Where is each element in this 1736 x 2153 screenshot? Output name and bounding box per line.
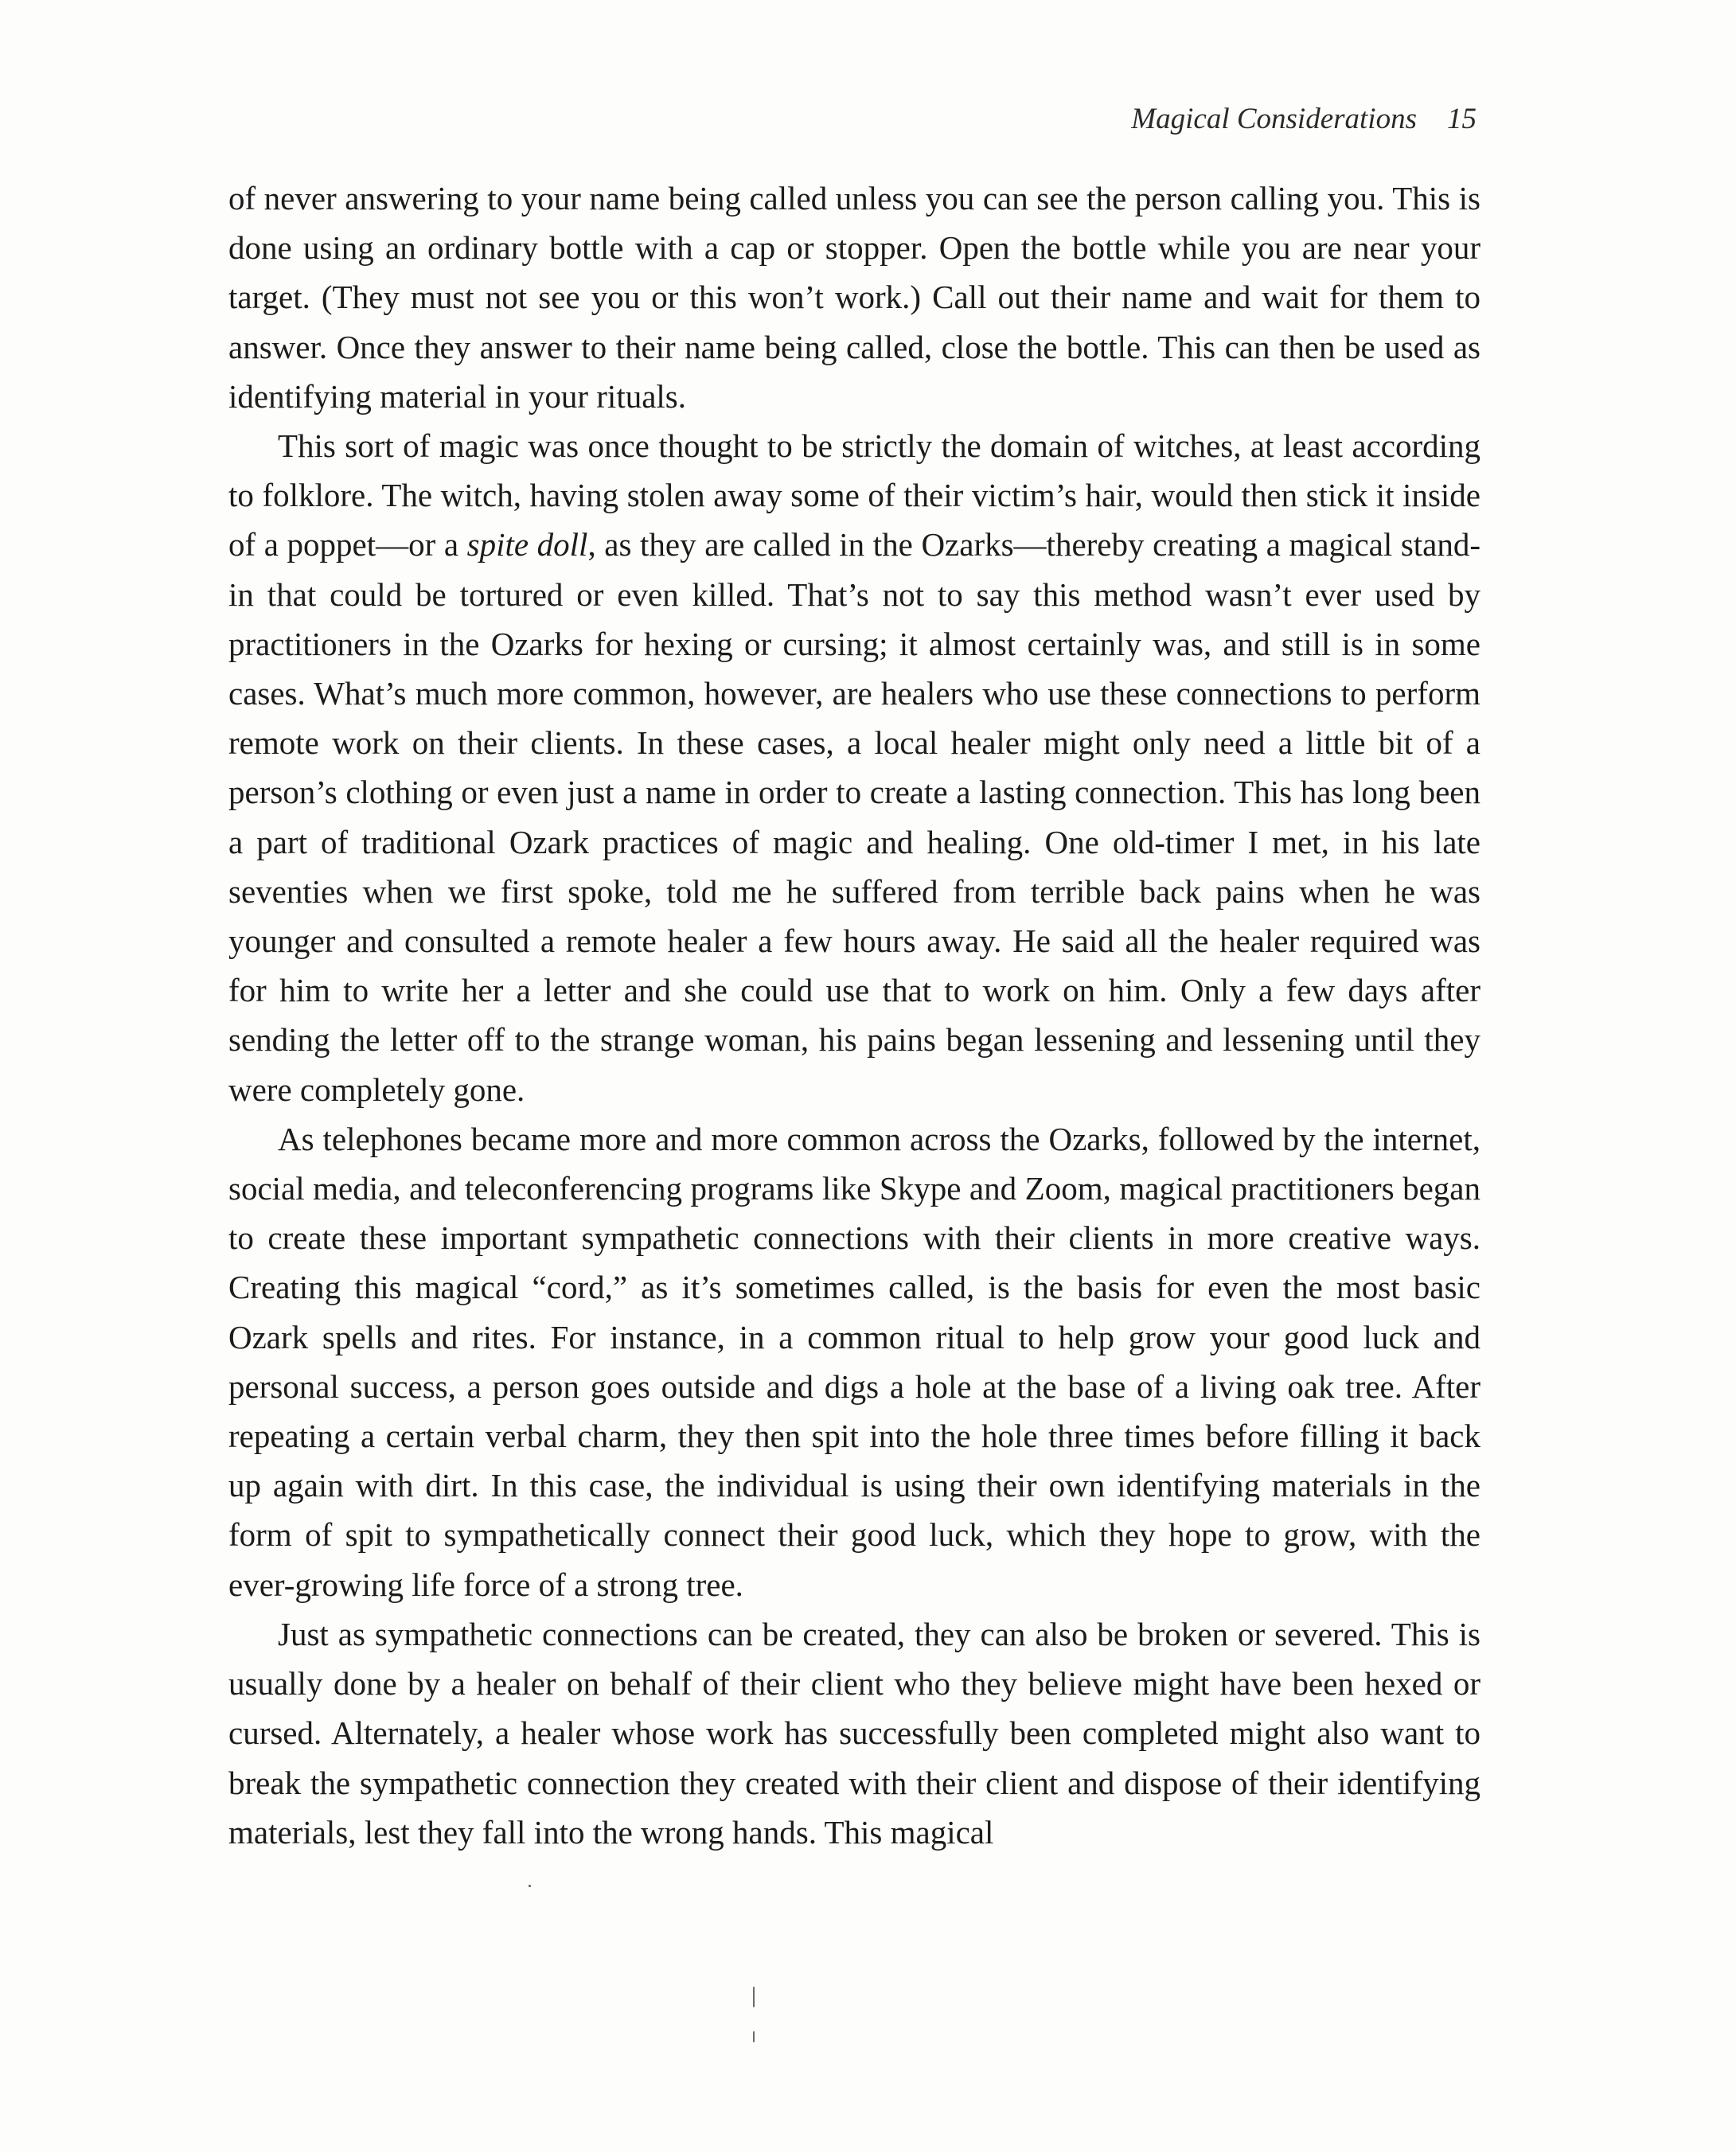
paragraph-2-start: This sort of magic was once thought to be strictly the domain of witches, at least according to folklore. The witch, having stolen away some of their victim’s hair, would then stick it inside of a poppet—or a <box>228 427 1480 564</box>
paragraph-2 <box>228 421 1480 1114</box>
body-text <box>228 174 1480 1857</box>
paragraph-2-end: , as they are called in the Ozarks—thereby creating a magical stand-in that could be tortured or even killed. That’s not to say this method wasn’t ever used by practitioners in the Ozarks for hexing or cursing; it almost certainly was, and still is in some cases. What’s much more common, however, are healers who use these connections to perform remote work on their clients. In these cases, a local healer might only need a little bit of a person’s clothing or even just a name in order to create a lasting connection. This has long been a part of traditional Ozark practices of magic and healing. One old-timer I met, in his late seventies when we first spoke, told me he suffered from terrible back pains when he was younger and consulted a remote healer a few hours away. He said all the healer required was for him to write her a letter and she could use that to work on him. Only a few days after sending the letter off to the strange woman, his pains began lessening and lessening until they were completely gone. <box>228 526 1481 1108</box>
page-number: 15 <box>1447 103 1477 135</box>
running-title: Magical Considerations <box>1131 103 1417 135</box>
scan-mark <box>753 2031 755 2042</box>
scan-mark <box>753 1987 755 2007</box>
paragraph-4: Just as sympathetic connections can be created, they can also be broken or severed. This is usually done by a healer on behalf of their client who they believe might have been hexed or cursed. Alternately, a healer whose work has successfully been completed might also want to break the sympathetic connection they created with their client and dispose of their identifying materials, lest they fall into the wrong hands. This magical <box>228 1615 1480 1851</box>
paragraph-1: of never answering to your name being called unless you can see the person calling you. This is done using an ordinary bottle with a cap or stopper. Open the bottle while you are near your target. (They must not see you or this won’t work.) Call out their name and wait for them to answer. Once they answer to their name being called, close the bottle. This can then be used as identifying material in your rituals. <box>228 180 1480 415</box>
spite-doll-term: spite doll <box>466 526 588 564</box>
paragraph-3: As telephones became more and more common across the Ozarks, followed by the internet, social media, and teleconferencing programs like Skype and Zoom, magical practitioners began to create these important sympathetic connections with their clients in more creative ways. Creating this magical “cord,” as it’s sometimes called, is the basis for even the most basic Ozark spells and rites. For instance, in a common ritual to help grow your good luck and personal success, a person goes outside and digs a hole at the base of a living oak tree. After repeating a certain verbal charm, they then spit into the hole three times before filling it back up again with dirt. In this case, the individual is using their own identifying materials in the form of spit to sympathetically connect their good luck, which they hope to grow, with the ever-growing life force of a strong tree. <box>228 1120 1480 1603</box>
running-head <box>1131 102 1477 136</box>
scan-speck <box>529 1885 531 1887</box>
